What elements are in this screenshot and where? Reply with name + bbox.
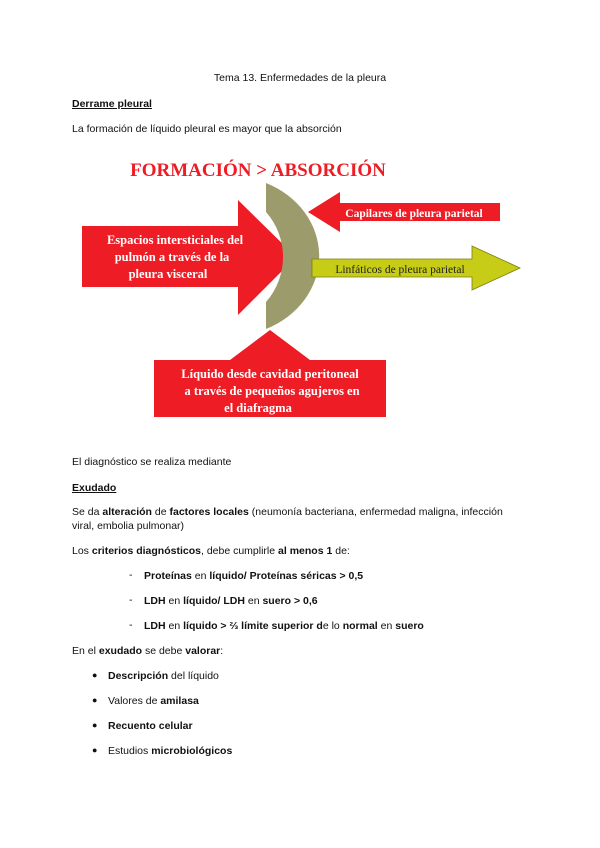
exudado-paragraph-line-1 bbox=[72, 505, 503, 519]
valorar-item-4 bbox=[108, 744, 232, 758]
dash-marker-2: - bbox=[129, 594, 133, 606]
c2-t2: en bbox=[244, 595, 263, 607]
valorar-bold-1: exudado bbox=[98, 645, 143, 657]
c3-t3: en bbox=[377, 620, 396, 632]
dash-marker-1: - bbox=[129, 569, 133, 581]
c1-b1: Proteínas bbox=[144, 570, 192, 582]
intro-text: La formación de líquido pleural es mayor que la absorción bbox=[72, 123, 342, 135]
criteria-pre: Los bbox=[72, 545, 92, 557]
p1-pre: Se da bbox=[72, 506, 103, 518]
criteria-post: de: bbox=[332, 545, 350, 557]
bottom-arrow-line-1: Líquido desde cavidad peritoneal bbox=[181, 367, 359, 381]
valorar-item-1 bbox=[108, 669, 219, 683]
v2-t1: Valores de bbox=[108, 695, 161, 707]
valorar-item-2 bbox=[108, 694, 199, 708]
c3-b3: normal bbox=[342, 620, 378, 632]
bottom-arrow-line-2: a través de pequeños agujeros en bbox=[184, 384, 360, 398]
c1-b2: líquido/ Proteínas séricas > 0,5 bbox=[209, 570, 364, 582]
left-arrow-line-3: pleura visceral bbox=[128, 267, 208, 281]
left-arrow-line-2: pulmón a través de la bbox=[114, 250, 230, 264]
v1-t1: del líquido bbox=[168, 670, 219, 682]
c3-t1: en bbox=[165, 620, 184, 632]
p1-bold-alteracion: alteración bbox=[102, 506, 152, 518]
c3-b2: líquido > ⅔ límite superior d bbox=[183, 620, 323, 632]
c2-b1: LDH bbox=[144, 595, 166, 607]
criteria-mid: , debe cumplirle bbox=[200, 545, 279, 557]
section-heading-derrame: Derrame pleural bbox=[72, 98, 152, 110]
bottom-arrow-line-3: el diafragma bbox=[224, 401, 292, 415]
bullet-marker-2: ● bbox=[92, 695, 98, 705]
criteria-bold-1: criterios diagnósticos bbox=[91, 545, 201, 557]
c3-t2: e lo bbox=[322, 620, 343, 632]
v2-b1: amilasa bbox=[160, 695, 199, 707]
valorar-mid: se debe bbox=[142, 645, 186, 657]
diagram-headline: FORMACIÓN > ABSORCIÓN bbox=[130, 160, 386, 181]
diagnosis-text: El diagnóstico se realiza mediante bbox=[72, 456, 232, 468]
bullet-marker-3: ● bbox=[92, 720, 98, 730]
section-heading-exudado: Exudado bbox=[72, 482, 117, 494]
bullet-marker-1: ● bbox=[92, 670, 98, 680]
c2-b3: suero > 0,6 bbox=[262, 595, 318, 607]
valorar-bold-2: valorar bbox=[185, 645, 221, 657]
valorar-intro bbox=[72, 644, 223, 658]
v3-b1: Recuento celular bbox=[108, 720, 193, 732]
c2-t1: en bbox=[165, 595, 184, 607]
c3-b4: suero bbox=[395, 620, 424, 632]
c1-t1: en bbox=[191, 570, 210, 582]
criterion-3 bbox=[144, 619, 424, 633]
v4-t1: Estudios bbox=[108, 745, 152, 757]
p1-bold-factores: factores locales bbox=[169, 506, 249, 518]
p1-mid: de bbox=[151, 506, 170, 518]
valorar-item-3 bbox=[108, 719, 193, 733]
right-arrow-label: Linfáticos de pleura parietal bbox=[335, 264, 465, 276]
c2-b2: líquido/ LDH bbox=[183, 595, 245, 607]
exudado-paragraph-line-2: viral, embolia pulmonar) bbox=[72, 520, 185, 532]
valorar-post: : bbox=[220, 645, 224, 657]
criteria-intro bbox=[72, 544, 350, 558]
bullet-marker-4: ● bbox=[92, 745, 98, 755]
criterion-2 bbox=[144, 594, 318, 608]
criteria-bold-2: al menos 1 bbox=[278, 545, 333, 557]
left-arrow-line-1: Espacios intersticiales del bbox=[106, 233, 244, 247]
page-title: Tema 13. Enfermedades de la pleura bbox=[213, 72, 387, 84]
p1-post: (neumonía bacteriana, enfermedad maligna, infección bbox=[248, 506, 503, 518]
v1-b1: Descripción bbox=[108, 670, 169, 682]
v4-b1: microbiológicos bbox=[151, 745, 233, 757]
top-right-arrow-label: Capilares de pleura parietal bbox=[345, 208, 483, 220]
dash-marker-3: - bbox=[129, 619, 133, 631]
criterion-1 bbox=[144, 569, 363, 583]
valorar-pre: En el bbox=[72, 645, 99, 657]
c3-b1: LDH bbox=[144, 620, 166, 632]
